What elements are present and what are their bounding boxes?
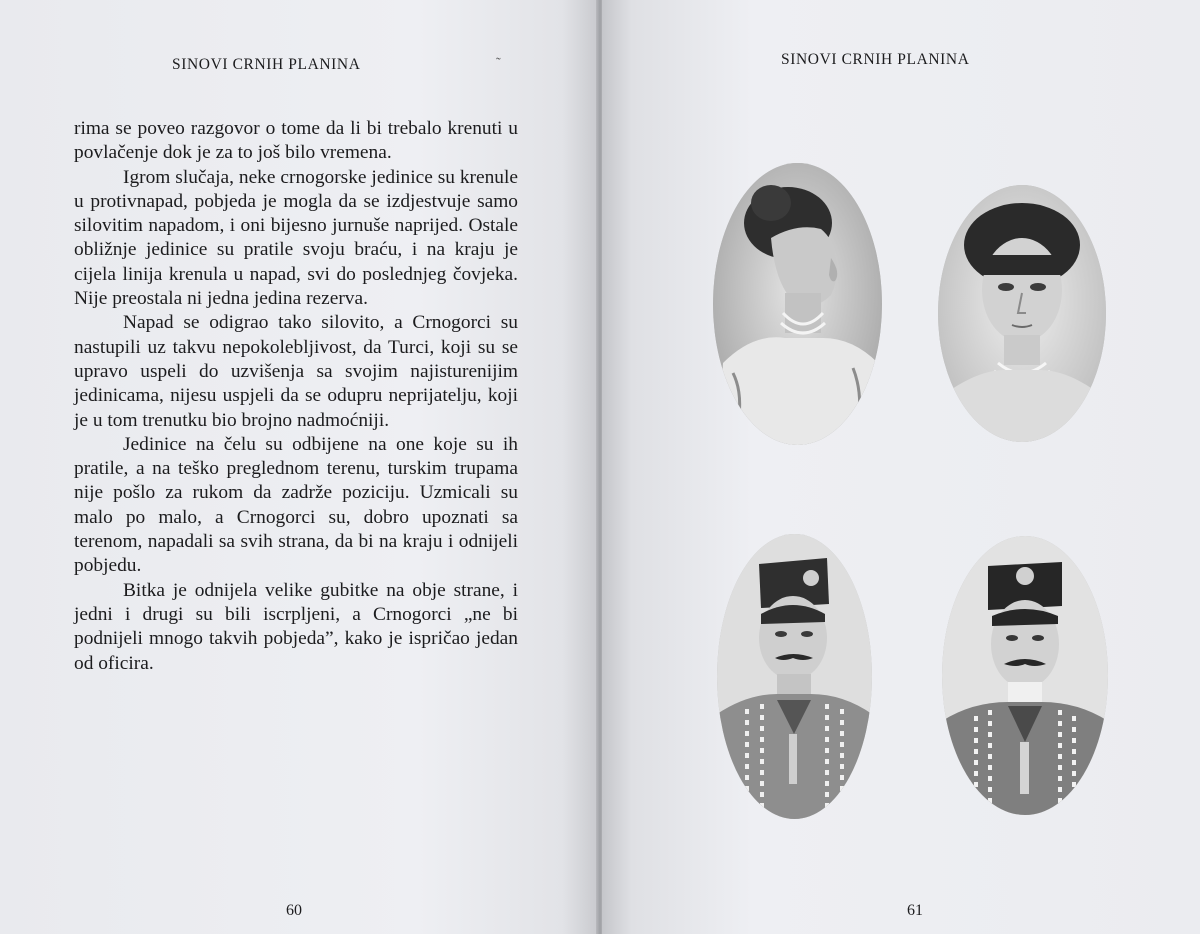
paragraph: Napad se odigrao tako silovito, a Crnogorci su nastupili uz takvu nepokolebljivost, da Turci, koji su se upravo uspeli do uzvišenja sa svojim najistureniјim jedinicama, nijesu uspjeli da se odupru neprijatelju, koji je u tom trenutku bio brojno nadmoćniji. xyxy=(74,312,518,431)
running-head-right: SINOVI CRNIH PLANINA xyxy=(781,51,970,68)
portrait-woman-frontal xyxy=(938,185,1106,442)
left-page xyxy=(0,0,598,934)
portrait-woman-profile xyxy=(713,163,882,445)
running-head-left: SINOVI CRNIH PLANINA xyxy=(172,56,361,73)
portrait-man-uniform xyxy=(717,534,872,819)
paragraph: Jedinice na čelu su odbijene na one koje su ih pratile, a na teško preglednom terenu, turskim trupama nije pošlo za rukom da zadrže poziciju. Uzmicali su malo po malo, a Crnogorci su, dobro upoznati sa terenom, napadali sa svih strana, da bi na kraju i odnijeli pobjedu. xyxy=(74,433,518,577)
stray-mark: ˜ xyxy=(496,56,501,71)
body-text xyxy=(74,117,518,676)
page-number-left: 60 xyxy=(286,902,302,919)
portrait-man-uniform xyxy=(942,536,1108,815)
paragraph: Igrom slučaja, neke crnogorske jedinice su krenule u protivnapad, pobjeda je mogla da se izdjestvuje samo silovitim napadom, i oni bijesno jurnuše naprijed. Ostale obližnje jedinice su pratile svoju braću, i na kraju je cijela linija krenula u napad, svi do poslednjeg čovjeka. Nije preostala ni jedna jedina rezerva. xyxy=(74,166,518,310)
right-page xyxy=(602,0,1200,934)
page-number-right: 61 xyxy=(907,902,923,919)
paragraph: rima se poveo razgovor o tome da li bi trebalo krenuti u povlačenje dok je za to još bilo vremena. xyxy=(74,118,518,164)
paragraph: Bitka je odnijela velike gubitke na obje strane, i jedni i drugi su bili iscrpljeni, a Crnogorci „ne bi podnijeli mnogo takvih pobjeda”, kako je ispričao jedan od oficira. xyxy=(74,579,518,674)
